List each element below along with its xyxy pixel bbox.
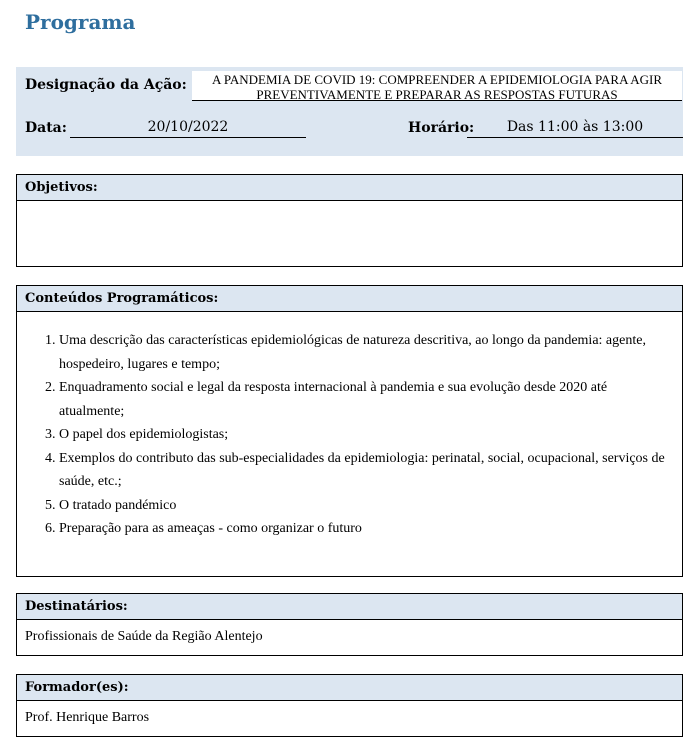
destinatarios-section bbox=[16, 593, 683, 656]
conteudos-list bbox=[17, 329, 674, 541]
conteudos-section bbox=[16, 285, 683, 577]
list-item: 2. Enquadramento social e legal da resposta internacional à pandemia e sua evolução desde 2020 até atualmente; bbox=[59, 376, 674, 423]
list-item: 1. Uma descrição das características epidemiológicas de natureza descritiva, ao longo da pandemia: agente, hospedeiro, lugares e tempo; bbox=[59, 329, 674, 376]
list-item: 5. O tratado pandémico bbox=[59, 494, 674, 518]
time-label: Horário: bbox=[408, 120, 475, 136]
action-value-line2: PREVENTIVAMENTE E PREPARAR AS RESPOSTAS FUTURAS bbox=[256, 87, 618, 102]
objetivos-title: Objetivos: bbox=[17, 175, 682, 201]
destinatarios-text: Profissionais de Saúde da Região Alentejo bbox=[25, 629, 263, 644]
list-item: 6. Preparação para as ameaças - como organizar o futuro bbox=[59, 517, 674, 541]
action-label: Designação da Ação: bbox=[25, 77, 187, 93]
objetivos-section bbox=[16, 174, 683, 267]
conteudos-title: Conteúdos Programáticos: bbox=[17, 286, 682, 312]
date-label: Data: bbox=[25, 120, 67, 136]
formador-section bbox=[16, 674, 683, 737]
action-value-line1: A PANDEMIA DE COVID 19: COMPREENDER A EPIDEMIOLOGIA PARA AGIR bbox=[211, 72, 663, 87]
page-title: Programa bbox=[25, 10, 136, 34]
list-item: 3. O papel dos epidemiologistas; bbox=[59, 423, 674, 447]
formador-text: Prof. Henrique Barros bbox=[25, 710, 150, 725]
action-value bbox=[192, 71, 682, 101]
list-item: 4. Exemplos do contributo das sub-especialidades da epidemiologia: perinatal, social, ocupacional, serviços de saúde, etc.; bbox=[59, 447, 674, 494]
action-header-box bbox=[16, 67, 683, 156]
date-value: 20/10/2022 bbox=[70, 119, 306, 138]
formador-title: Formador(es): bbox=[17, 675, 682, 701]
destinatarios-title: Destinatários: bbox=[17, 594, 682, 620]
time-value: Das 11:00 às 13:00 bbox=[467, 119, 683, 138]
